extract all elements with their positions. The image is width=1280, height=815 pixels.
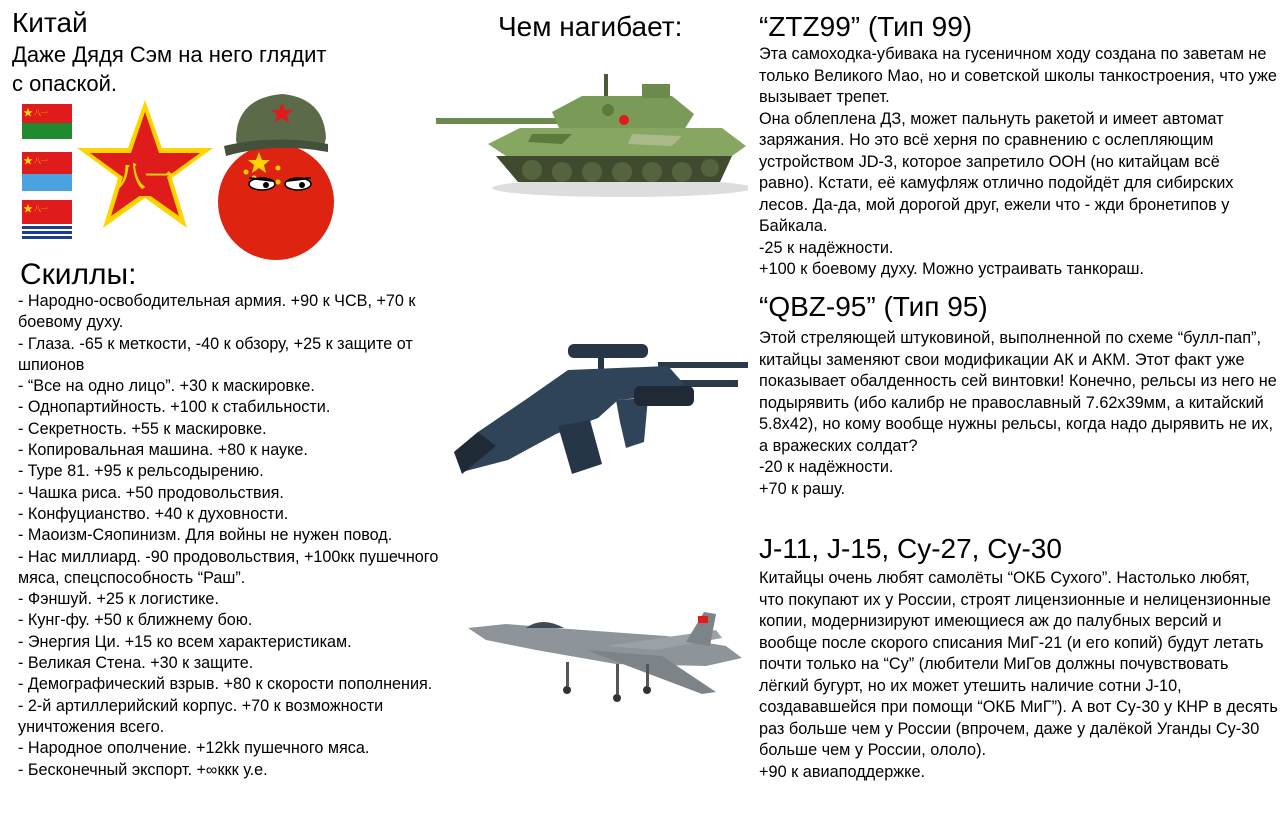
pla-star-emblem [74,98,216,240]
skill-item: - Секретность. +55 к маскировке. [18,419,267,438]
section-body-qbz95 [759,328,1279,500]
skill-item: - Нас миллиард. -90 продовольствия, +100кк пушечного мяса, спецспособность “Раш”. [18,547,439,587]
section-paragraph: +70 к рашу. [759,479,845,498]
section-paragraph: +100 к боевому духу. Можно устраивать танкораш. [759,260,1145,278]
tagline: Даже Дядя Сэм на него глядит с опаской. [12,42,327,96]
section-body-ztz99 [759,44,1279,281]
skill-item: - Народно-освободительная армия. +90 к ЧСВ, +70 к боевому духу. [18,292,416,332]
skill-item: - 2-й артиллерийский корпус. +70 к возможности уничтожения всего. [18,696,384,736]
section-title-qbz95: “QBZ-95” (Тип 95) [759,291,988,322]
skills-list [18,291,478,781]
section-paragraph: -20 к надёжности. [759,458,894,476]
skill-item: - Бесконечный экспорт. +∞ккк у.е. [18,760,268,779]
svg-text:八一: 八一 [34,109,48,117]
skill-item: - Глаза. -65 к меткости, -40 к обзору, +25 к защите от шпионов [18,334,413,374]
svg-text:八一: 八一 [34,205,48,213]
skill-item: - Конфуцианство. +40 к духовности. [18,504,289,523]
skill-item: - “Все на одно лицо”. +30 к маскировке. [18,377,315,396]
skill-item: - Кунг-фу. +50 к ближнему бою. [18,611,253,630]
weapons-heading: Чем нагибает: [498,11,683,42]
skill-item: - Энергия Ци. +15 ко всем характеристикам. [18,632,352,651]
tank-image [432,60,748,200]
flag-air-force [22,152,72,191]
section-title-ztz99: “ZTZ99” (Тип 99) [759,11,973,42]
flag-navy [22,200,72,240]
skill-item: - Однопартийность. +100 к стабильности. [18,398,331,417]
chinaball-icon [216,80,336,266]
skill-item: - Type 81. +95 к рельсодырению. [18,462,264,481]
section-paragraph: Китайцы очень любят самолёты “ОКБ Сухого”. Настолько любят, что покупают их у России, строят лицензионные и нелицензионные копии, модернизируют имеющиеся аж до палубных версий и вообще после скорого списания МиГ-21 (и его копий) будут летать почти только на “Су” (любители МиГов должны почувствовать лёгкий бугурт, но их может утешить наличие сотни J-10, создававшейся при помощи “ОКБ МиГ”). А вот Су-30 у КНР в десять раз больше чем у России (впрочем, даже у далёкой Уганды Су-30 больше чем у России, ололо). [759,569,1278,759]
country-name: Китай [12,7,88,38]
skill-item: - Маоизм-Сяопинизм. Для войны не нужен повод. [18,526,393,545]
section-paragraph: -25 к надёжности. [759,238,894,257]
section-paragraph: Она облеплена ДЗ, может пальнуть ракетой и имеет автомат заряжания. Но это всё херня по сравнению с ослепляющим устройством JD-3, которое запретило ООН (но китайцам всё равно). Кстати, её камуфляж отлично подойдёт для сибирских лесов. Да-да, мой дорогой друг, ежели что - жди бронетипов у Байкала. [759,109,1234,235]
skill-item: - Копировальная машина. +80 к науке. [18,441,308,460]
skill-item: - Фэншуй. +25 к логистике. [18,590,219,609]
skill-item: - Великая Стена. +30 к защите. [18,654,254,673]
skill-item: - Чашка риса. +50 продовольствия. [18,483,284,502]
section-paragraph: Этой стреляющей штуковиной, выполненной по схеме “булл-пап”, китайцы заменяют свои модификации АК и АКМ. Этот факт уже показывает обалденность сей винтовки! Конечно, рельсы из него не подырявить (ибо калибр не православный 7.62x39мм, а китайский 5.8x42), но кому вообще нужны рельсы, когда надо дырявить не их, а вражеских солдат? [759,329,1277,455]
section-paragraph: +90 к авиаподдержке. [759,762,926,781]
section-title-aircraft: J-11, J-15, Су-27, Су-30 [759,533,1062,564]
skills-title: Скиллы: [20,258,137,291]
section-body-aircraft [759,568,1279,783]
svg-text:八一: 八一 [34,157,48,165]
skill-item: - Народное ополчение. +12kk пушечного мяса. [18,739,370,758]
flag-ground-forces [22,104,72,139]
section-paragraph: Эта самоходка-убивака на гусеничном ходу создана по заветам не только Великого Мао, но и советской школы танкостроения, что уже вызывает трепет. [759,45,1277,106]
fighter-jet-image [466,606,750,708]
skill-item: - Демографический взрыв. +80 к скорости пополнения. [18,675,433,694]
emblem-characters: 八一 [116,160,174,193]
rifle-image [448,322,748,494]
